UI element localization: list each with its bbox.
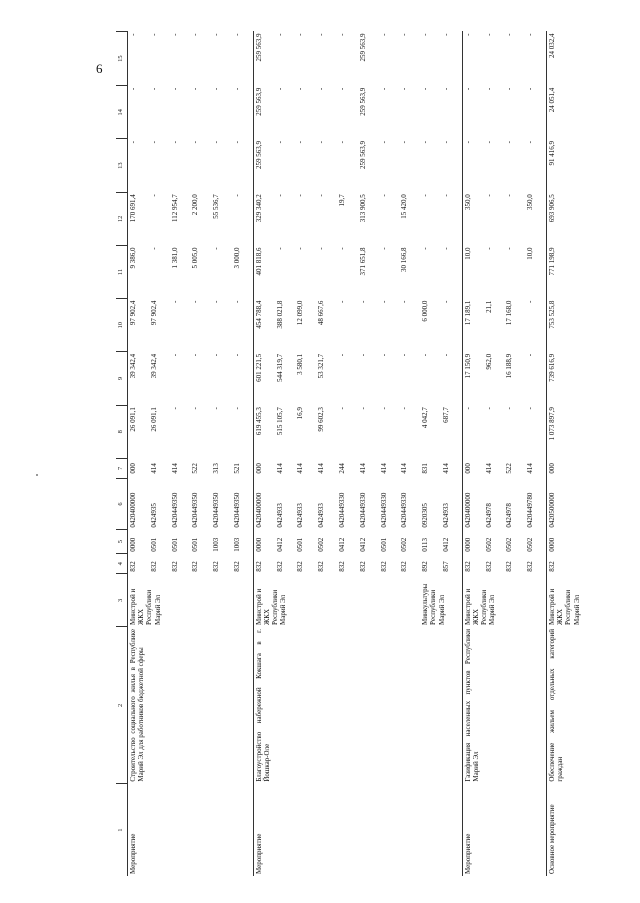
value-cell: -	[484, 194, 493, 197]
header-row	[116, 32, 128, 877]
expense-type-cell: 522	[191, 463, 200, 474]
value-cell: -	[526, 300, 535, 303]
expense-type-cell: 414	[379, 463, 388, 474]
section-cell: 0501	[296, 537, 305, 552]
value-cell: -	[400, 87, 409, 91]
value-cell: 544 319,7	[275, 353, 284, 382]
grbs-cell: 832	[526, 561, 535, 572]
value-cell: -	[149, 33, 158, 36]
value-cell: 1 381,0	[170, 247, 179, 269]
grbs-cell: 832	[462, 554, 483, 574]
section-cell: 1003	[212, 537, 221, 552]
budget-table	[116, 31, 582, 876]
value-cell: 26 091,1	[128, 405, 149, 458]
target-article-cell: 0420449350	[212, 492, 221, 528]
grbs-cell: 892	[421, 561, 430, 572]
value-cell: 30 166,8	[400, 247, 409, 272]
value-cell: -	[191, 33, 200, 36]
value-cell: -	[212, 300, 221, 303]
value-cell: -	[149, 247, 158, 250]
value-cell: -	[421, 87, 430, 91]
value-cell: 350,0	[462, 192, 483, 245]
executor-cell: Минстрой и ЖКХ Республики Марий Эл	[253, 574, 420, 627]
value-cell: -	[462, 139, 483, 192]
grbs-cell: 832	[149, 561, 158, 572]
executor-cell: Минстрой и ЖКХ Республики Марий Эл	[546, 574, 581, 627]
value-cell: -	[212, 87, 221, 91]
expense-type-cell: 414	[400, 463, 409, 474]
value-cell: -	[170, 300, 179, 303]
value-cell: -	[170, 33, 179, 36]
target-article-cell: 0424933	[317, 503, 326, 528]
grbs-cell: 832	[337, 561, 346, 572]
target-article-cell: 0420449330	[358, 492, 367, 528]
value-cell: 693 906,5	[546, 192, 581, 245]
value-cell: -	[128, 139, 149, 192]
value-cell: -	[421, 33, 430, 36]
section-cell: 0113	[421, 537, 430, 552]
header-cell: 10	[116, 299, 128, 352]
header-cell: 11	[116, 245, 128, 298]
value-cell: -	[296, 247, 305, 250]
expense-type-cell: 414	[275, 463, 284, 474]
header-cell: 13	[116, 139, 128, 192]
value-cell: -	[462, 86, 483, 139]
value-cell: -	[379, 353, 388, 357]
grbs-cell: 832	[505, 561, 514, 572]
value-cell: 26 091,1	[149, 407, 158, 432]
section-cell: 0412	[441, 537, 450, 552]
value-cell: -	[191, 300, 200, 303]
value-cell: -	[191, 407, 200, 410]
value-cell: 371 651,8	[358, 247, 367, 276]
item-name-cell: Газификация населенных пунктов Республики Марий Эл	[462, 627, 546, 784]
target-article-cell: 0420449350	[232, 492, 241, 528]
value-cell: -	[170, 141, 179, 144]
value-cell: -	[400, 33, 409, 36]
value-cell: 53 321,7	[317, 353, 326, 379]
header-cell: 3	[116, 574, 128, 627]
value-cell: -	[317, 33, 326, 36]
value-cell: -	[212, 33, 221, 36]
target-article-cell: 0424978	[505, 503, 514, 528]
section-cell: 0000	[128, 530, 149, 554]
value-cell: 259 563,9	[253, 139, 274, 192]
value-cell: -	[526, 353, 535, 357]
value-cell: 619 455,3	[253, 405, 274, 458]
target-article-cell: 0420449330	[379, 492, 388, 528]
value-cell: -	[379, 33, 388, 36]
target-article-cell: 0424935	[149, 503, 158, 528]
value-cell: 259 563,9	[253, 86, 274, 139]
value-cell: -	[505, 247, 514, 250]
value-cell: -	[212, 141, 221, 144]
item-type-cell: Мероприятие	[253, 784, 462, 876]
expense-type-cell: 000	[253, 458, 274, 478]
table-body	[128, 32, 582, 877]
item-type-cell: Мероприятие	[128, 784, 254, 876]
value-cell: 6 000,0	[421, 300, 430, 322]
expense-type-cell: 831	[421, 463, 430, 474]
section-cell: 0000	[546, 530, 581, 554]
item-type-cell: Основное мероприятие	[546, 784, 581, 876]
value-cell: -	[379, 247, 388, 250]
value-cell: -	[170, 87, 179, 91]
value-cell: -	[441, 300, 450, 303]
value-cell: -	[505, 33, 514, 36]
value-cell: -	[505, 407, 514, 410]
value-cell: -	[232, 407, 241, 410]
value-cell: -	[441, 33, 450, 36]
section-cell: 0501	[149, 537, 158, 552]
value-cell: -	[191, 353, 200, 357]
section-cell: 0412	[358, 537, 367, 552]
value-cell: 454 788,4	[253, 299, 274, 352]
value-cell: -	[505, 87, 514, 91]
value-cell: -	[232, 33, 241, 36]
section-cell: 0501	[191, 537, 200, 552]
target-article-cell: 0420500000	[546, 478, 581, 529]
header-cell: 8	[116, 405, 128, 458]
expense-type-cell: 000	[546, 458, 581, 478]
value-cell: 39 342,4	[128, 352, 149, 405]
table-row	[128, 32, 149, 877]
item-name-cell: Благоустройство набережной Кокшага в г. Йошкар-Оле	[253, 627, 462, 784]
item-name-cell: Строительство социального жилья в Республике Марий Эл для работников бюджетной сферы	[128, 627, 254, 784]
value-cell: 10,0	[526, 247, 535, 260]
item-name-cell: Обеспечение жильем отдельных категорий граждан	[546, 627, 581, 784]
value-cell: -	[421, 194, 430, 197]
value-cell: 388 021,8	[275, 300, 284, 329]
value-cell: 4 042,7	[421, 407, 430, 429]
expense-type-cell: 414	[484, 463, 493, 474]
value-cell: -	[232, 300, 241, 303]
value-cell: -	[317, 141, 326, 144]
value-cell: -	[232, 141, 241, 144]
header-cell: 14	[116, 86, 128, 139]
target-article-cell: 0420400000	[462, 478, 483, 529]
value-cell: -	[441, 247, 450, 250]
value-cell: -	[379, 300, 388, 303]
target-article-cell: 0424933	[441, 503, 450, 528]
value-cell: 170 691,4	[128, 192, 149, 245]
value-cell: -	[337, 247, 346, 250]
section-cell: 0000	[253, 530, 274, 554]
grbs-cell: 832	[253, 554, 274, 574]
value-cell: -	[421, 141, 430, 144]
value-cell: -	[275, 33, 284, 36]
scan-speck	[36, 474, 38, 476]
value-cell: 17 150,9	[462, 352, 483, 405]
value-cell: -	[505, 194, 514, 197]
expense-type-cell: 521	[232, 463, 241, 474]
table-row	[546, 32, 581, 877]
value-cell: -	[421, 247, 430, 250]
value-cell: 24 032,4	[546, 32, 581, 86]
value-cell: -	[149, 194, 158, 197]
value-cell: 91 416,9	[546, 139, 581, 192]
value-cell: 15 420,0	[400, 194, 409, 219]
value-cell: -	[337, 300, 346, 303]
value-cell: -	[337, 353, 346, 357]
section-cell: 0412	[275, 537, 284, 552]
value-cell: -	[337, 87, 346, 91]
grbs-cell: 832	[232, 561, 241, 572]
value-cell: 10,0	[462, 245, 483, 298]
value-cell: 1 073 897,9	[546, 405, 581, 458]
value-cell: 3 580,1	[296, 353, 305, 375]
value-cell: 112 954,7	[170, 194, 179, 222]
value-cell: -	[484, 247, 493, 250]
value-cell: -	[400, 141, 409, 144]
expense-type-cell: 522	[505, 463, 514, 474]
value-cell: 962,0	[484, 353, 493, 370]
value-cell: -	[296, 194, 305, 197]
value-cell: 19,7	[337, 194, 346, 207]
expense-type-cell: 244	[337, 463, 346, 474]
grbs-cell: 832	[546, 554, 581, 574]
value-cell: 99 602,3	[317, 407, 326, 432]
expense-type-cell: 414	[317, 463, 326, 474]
value-cell: -	[505, 141, 514, 144]
value-cell: -	[275, 87, 284, 91]
target-article-cell: 0420449350	[170, 492, 179, 528]
value-cell: 259 563,9	[253, 32, 274, 86]
value-cell: 39 342,4	[149, 353, 158, 379]
value-cell: -	[232, 87, 241, 91]
expense-type-cell: 414	[170, 463, 179, 474]
grbs-cell: 832	[170, 561, 179, 572]
value-cell: 515 105,7	[275, 407, 284, 436]
grbs-cell: 832	[191, 561, 200, 572]
value-cell: -	[212, 247, 221, 250]
value-cell: 16 188,9	[505, 353, 514, 379]
value-cell: -	[149, 141, 158, 144]
section-cell: 0412	[337, 537, 346, 552]
value-cell: -	[358, 300, 367, 303]
target-article-cell: 0420449330	[400, 492, 409, 528]
value-cell: -	[232, 353, 241, 357]
value-cell: 24 051,4	[546, 86, 581, 139]
value-cell: -	[149, 87, 158, 91]
header-cell: 1	[116, 784, 128, 876]
expense-type-cell: 414	[296, 463, 305, 474]
value-cell: -	[212, 353, 221, 357]
section-cell: 0502	[526, 537, 535, 552]
section-cell: 0502	[400, 537, 409, 552]
value-cell: -	[462, 405, 483, 458]
value-cell: -	[358, 353, 367, 357]
grbs-cell: 832	[358, 561, 367, 572]
value-cell: 329 340,2	[253, 192, 274, 245]
executor-cell: Минкультуры Республики Марий Эл	[421, 583, 446, 625]
value-cell: 259 563,9	[358, 141, 367, 169]
expense-type-cell: 414	[358, 463, 367, 474]
value-cell: -	[526, 141, 535, 144]
value-cell: -	[526, 87, 535, 91]
value-cell: -	[358, 407, 367, 410]
section-cell: 0502	[505, 537, 514, 552]
grbs-cell: 832	[400, 561, 409, 572]
expense-type-cell: 000	[128, 458, 149, 478]
target-article-cell: 0920305	[421, 503, 430, 528]
expense-type-cell: 000	[462, 458, 483, 478]
page-number: 6	[96, 61, 103, 76]
value-cell: 97 902,4	[149, 300, 158, 326]
expense-type-cell: 414	[441, 463, 450, 474]
value-cell: 350,0	[526, 194, 535, 210]
value-cell: -	[484, 407, 493, 410]
value-cell: -	[170, 353, 179, 357]
value-cell: -	[400, 407, 409, 410]
grbs-cell: 832	[379, 561, 388, 572]
section-cell: 0502	[317, 537, 326, 552]
value-cell: 16,9	[296, 407, 305, 420]
target-article-cell: 0420449780	[526, 492, 535, 528]
header-cell: 5	[116, 530, 128, 554]
table-row	[462, 32, 483, 877]
target-article-cell: 0424933	[275, 503, 284, 528]
grbs-cell: 857	[441, 561, 450, 572]
value-cell: -	[296, 141, 305, 144]
value-cell: 259 563,9	[358, 87, 367, 116]
grbs-cell: 832	[275, 561, 284, 572]
grbs-cell: 832	[484, 561, 493, 572]
section-cell: 0502	[484, 537, 493, 552]
value-cell: 687,7	[441, 407, 450, 423]
value-cell: -	[441, 141, 450, 144]
rotated-page-content	[116, 31, 636, 876]
value-cell: -	[484, 141, 493, 144]
value-cell: -	[337, 33, 346, 36]
value-cell: 48 667,6	[317, 300, 326, 326]
value-cell: -	[296, 33, 305, 36]
value-cell: 97 902,4	[128, 299, 149, 352]
value-cell: -	[441, 353, 450, 357]
value-cell: 259 563,9	[358, 33, 367, 62]
section-cell: 0501	[170, 537, 179, 552]
value-cell: -	[296, 87, 305, 91]
value-cell: 771 198,9	[546, 245, 581, 298]
value-cell: 12 099,0	[296, 300, 305, 326]
value-cell: -	[421, 353, 430, 357]
header-cell: 7	[116, 458, 128, 478]
value-cell: 401 818,6	[253, 245, 274, 298]
target-article-cell: 0420449350	[191, 492, 200, 528]
target-article-cell: 0424933	[296, 503, 305, 528]
value-cell: 739 616,9	[546, 352, 581, 405]
header-cell: 12	[116, 192, 128, 245]
section-cell: 1003	[232, 537, 241, 552]
value-cell: -	[484, 33, 493, 36]
value-cell: 17 189,1	[462, 299, 483, 352]
value-cell: -	[317, 247, 326, 250]
value-cell: 753 525,8	[546, 299, 581, 352]
target-article-cell: 0420400000	[128, 478, 149, 529]
value-cell: -	[170, 407, 179, 410]
value-cell: 601 221,5	[253, 352, 274, 405]
expense-type-cell: 414	[149, 463, 158, 474]
value-cell: -	[191, 141, 200, 144]
value-cell: -	[128, 86, 149, 139]
header-cell: 15	[116, 32, 128, 86]
header-cell: 2	[116, 627, 128, 784]
value-cell: -	[212, 407, 221, 410]
item-type-cell: Мероприятие	[462, 784, 546, 876]
grbs-cell: 832	[317, 561, 326, 572]
value-cell: -	[232, 194, 241, 197]
target-article-cell: 0420400000	[253, 478, 274, 529]
header-cell: 4	[116, 554, 128, 574]
target-article-cell: 0420449330	[337, 492, 346, 528]
value-cell: -	[191, 87, 200, 91]
value-cell: -	[275, 141, 284, 144]
value-cell: -	[441, 194, 450, 197]
value-cell: -	[379, 87, 388, 91]
value-cell: 5 005,0	[191, 247, 200, 269]
value-cell: -	[337, 407, 346, 410]
section-cell: 0501	[379, 537, 388, 552]
value-cell: -	[379, 194, 388, 197]
value-cell: -	[128, 32, 149, 86]
value-cell: -	[317, 87, 326, 91]
value-cell: -	[275, 247, 284, 250]
value-cell: 313 900,5	[358, 194, 367, 223]
value-cell: -	[462, 32, 483, 86]
value-cell: 17 168,0	[505, 300, 514, 326]
value-cell: 3 000,0	[232, 247, 241, 269]
section-cell: 0000	[462, 530, 483, 554]
expense-type-cell: 414	[526, 463, 535, 474]
value-cell: -	[379, 407, 388, 410]
header-cell: 6	[116, 478, 128, 529]
value-cell: -	[400, 353, 409, 357]
value-cell: -	[441, 87, 450, 91]
value-cell: 2 200,0	[191, 194, 200, 216]
executor-cell: Минстрой и ЖКХ Республики Марий Эл	[462, 574, 546, 627]
header-cell: 9	[116, 352, 128, 405]
value-cell: -	[526, 407, 535, 410]
value-cell: 9 386,0	[128, 245, 149, 298]
value-cell: -	[337, 141, 346, 144]
grbs-cell: 832	[296, 561, 305, 572]
expense-type-cell: 313	[212, 463, 221, 474]
target-article-cell: 0424978	[484, 503, 493, 528]
executor-cell: Минстрой и ЖКХ Республики Марий Эл	[128, 574, 254, 627]
value-cell: -	[484, 87, 493, 91]
value-cell: 55 536,7	[212, 194, 221, 219]
value-cell: 21,1	[484, 300, 493, 313]
value-cell: -	[400, 300, 409, 303]
value-cell: -	[526, 33, 535, 36]
grbs-cell: 832	[128, 554, 149, 574]
table-row	[253, 32, 274, 877]
value-cell: -	[379, 141, 388, 144]
grbs-cell: 832	[212, 561, 221, 572]
value-cell: -	[275, 194, 284, 197]
value-cell: -	[317, 194, 326, 197]
